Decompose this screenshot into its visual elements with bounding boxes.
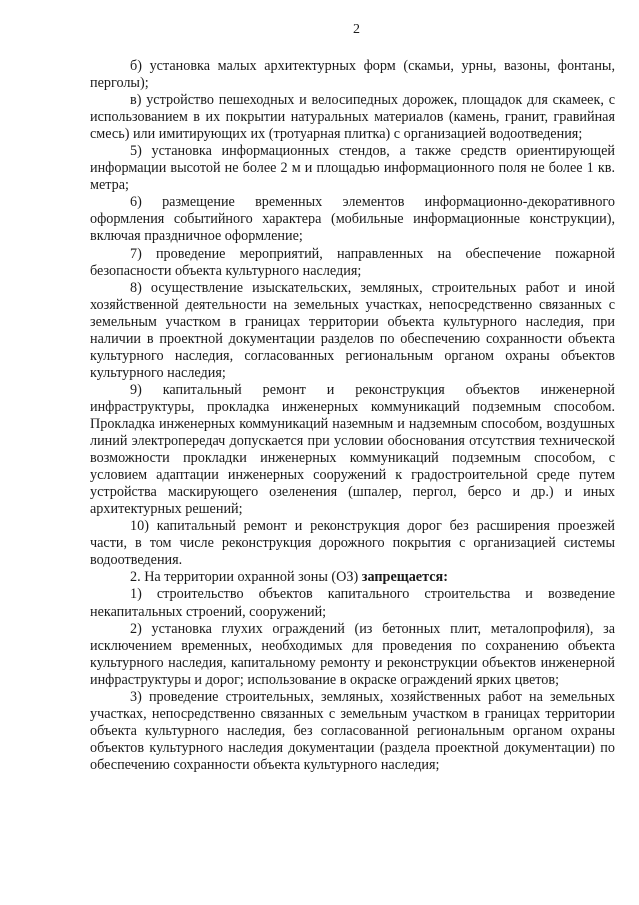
paragraph-7: 7) проведение мероприятий, направленных на обеспечение пожарной безопасности объекта культурного наследия; [90, 245, 615, 279]
section-2-emphasis: запрещается: [361, 569, 448, 586]
prohibited-item-2: 2) установка глухих ограждений (из бетонных плит, металопрофиля), за исключением временных, необходимых для проведения по сохранению объекта культурного наследия, капитальному ремонту и реконструкции объектов инженерной инфраструктуры и дорог; использование в окраске ограждений ярких цветов; [90, 620, 615, 688]
section-2-heading [90, 569, 615, 586]
paragraph-8: 8) осуществление изыскательских, земляных, строительных работ и иной хозяйственной деятельности на земельных участках, непосредственно связанных с земельным участком в границах территории объекта культурного наследия, при наличии в проектной документации разделов по обеспечению сохранности объекта культурного наследия, согласованных региональным органом охраны объектов культурного наследия; [90, 279, 615, 381]
paragraph-9: 9) капитальный ремонт и реконструкция объектов инженерной инфраструктуры, прокладка инженерных коммуникаций подземным способом. Прокладка инженерных коммуникаций наземным и надземным способом, воздушных линий электропередач допускается при условии обоснования отсутствия технической возможности прокладки инженерных коммуникаций подземным способом, с условием адаптации инженерных сооружений к градостроительной среде путем устройства маскирующего озеленения (шпалер, пергол, берсо и др.) и иных архитектурных решений; [90, 381, 615, 518]
paragraph-6: 6) размещение временных элементов информационно-декоративного оформления событийного характера (мобильные информационные конструкции), включая праздничное оформление; [90, 194, 615, 245]
paragraph-v: в) устройство пешеходных и велосипедных дорожек, площадок для скамеек, с использованием в их покрытии натуральных материалов (камень, гранит, гравийная смесь) или имитирующих их (тротуарная плитка) с организацией водоотведения; [90, 92, 615, 143]
paragraph-10: 10) капитальный ремонт и реконструкция дорог без расширения проезжей части, в том числе реконструкция дорожного покрытия с организацией системы водоотведения. [90, 518, 615, 569]
page-number: 2 [353, 22, 360, 37]
prohibited-item-3: 3) проведение строительных, земляных, хозяйственных работ на земельных участках, непосредственно связанных с земельным участком в границах территории объекта культурного наследия, без согласованной региональным органом охраны объектов культурного наследия документации (раздела проектной документации) по обеспечению сохранности объекта культурного наследия; [90, 688, 615, 773]
section-2-intro: 2. На территории охранной зоны (ОЗ) [130, 569, 362, 586]
paragraph-5: 5) установка информационных стендов, а также средств ориентирующей информации высотой не более 2 м и площадью информационного поля не более 1 кв. метра; [90, 143, 615, 194]
paragraph-b: б) установка малых архитектурных форм (скамьи, урны, вазоны, фонтаны, перголы); [90, 58, 615, 92]
prohibited-item-1: 1) строительство объектов капитального строительства и возведение некапитальных строений, сооружений; [90, 586, 615, 620]
